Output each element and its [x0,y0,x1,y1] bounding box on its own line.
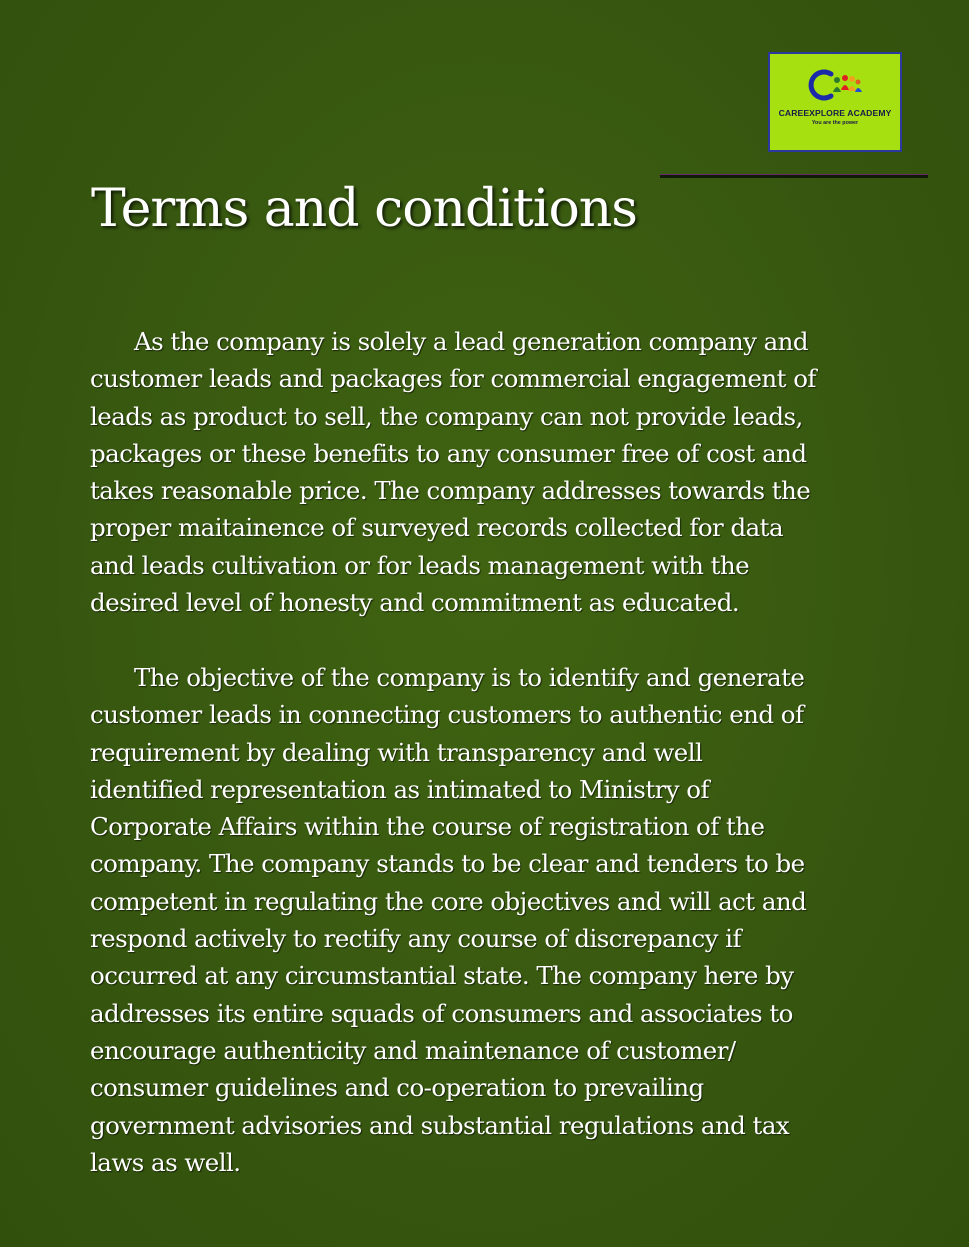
page-title: Terms and conditions [91,179,637,239]
paragraph-line: Corporate Affairs within the course of registration of the [90,812,765,842]
paragraph-line: consumer guidelines and co-operation to prevailing [90,1073,704,1103]
paragraph-line: takes reasonable price. The company addresses towards the [90,476,811,506]
logo-name: CAREEXPLORE ACADEMY [778,108,892,118]
logo-mark-icon [805,68,865,102]
paragraph-1 [90,323,930,621]
paragraph-line: customer leads in connecting customers to authentic end of [90,700,804,730]
paragraph-line: encourage authenticity and maintenance of customer/ [90,1035,736,1065]
paragraph-line: requirement by dealing with transparency and well [90,737,703,767]
paragraph-2 [90,659,930,1181]
paragraph-line: occurred at any circumstantial state. The company here by [90,961,794,991]
logo-tagline: You are the power [811,120,859,126]
header-divider [660,174,928,178]
paragraph-line: competent in regulating the core objectives and will act and [90,886,807,916]
paragraph-line: desired level of honesty and commitment as educated. [90,588,740,618]
paragraph-line: and leads cultivation or for leads management with the [90,550,750,580]
paragraph-line: packages or these benefits to any consumer free of cost and [90,438,807,468]
paragraph-line: As the company is solely a lead generation company and [134,327,809,356]
paragraph-line: identified representation as intimated to Ministry of [90,774,710,804]
paragraph-line: government advisories and substantial regulations and tax [90,1110,790,1140]
paragraph-line: customer leads and packages for commercial engagement of [90,364,816,394]
paragraph-line: leads as product to sell, the company can not provide leads, [90,401,803,431]
paragraph-line: respond actively to rectify any course of discrepancy if [90,924,741,954]
paragraph-line: The objective of the company is to identify and generate [134,663,805,692]
paragraph-line: addresses its entire squads of consumers and associates to [90,998,793,1028]
paragraph-line: proper maitainence of surveyed records collected for data [90,513,784,543]
careexplore-academy-logo [768,52,902,152]
paragraph-line: company. The company stands to be clear and tenders to be [90,849,805,879]
paragraph-line: laws as well. [90,1147,241,1177]
